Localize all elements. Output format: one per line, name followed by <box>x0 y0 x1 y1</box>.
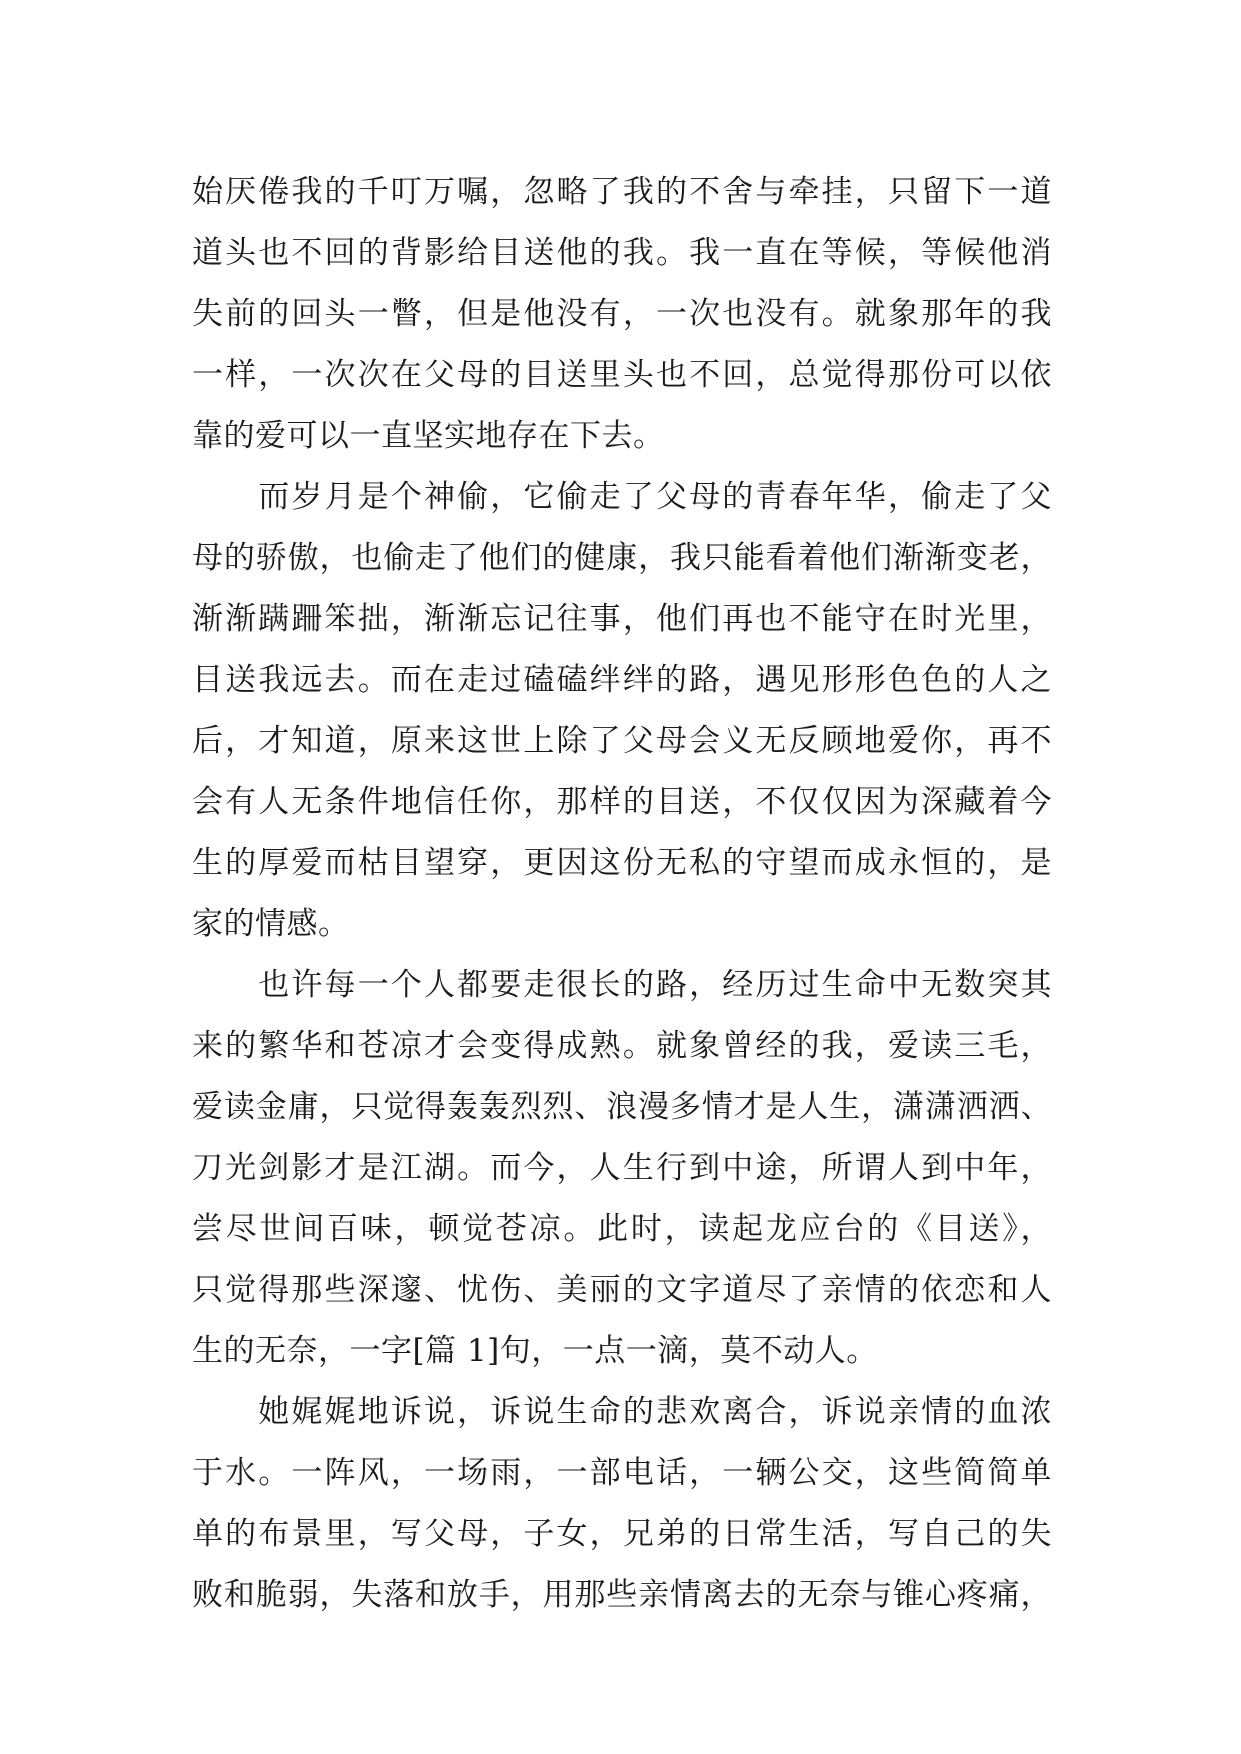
text-line: 家的情感。 <box>192 906 350 942</box>
paragraph-3 <box>192 955 1052 1382</box>
paragraph-2 <box>192 467 1052 955</box>
text-line: 母的骄傲，也偷走了他们的健康，我只能看着他们渐渐变老， <box>192 540 1052 576</box>
text-line: 单的布景里，写父母，子女，兄弟的日常生活，写自己的失 <box>192 1516 1052 1552</box>
text-line: 生的无奈，一字[篇 1]句，一点一滴，莫不动人。 <box>192 1333 878 1369</box>
text-line: 也许每一个人都要走很长的路，经历过生命中无数突其 <box>192 967 1052 1003</box>
text-line: 目送我远去。而在走过磕磕绊绊的路，遇见形形色色的人之 <box>192 662 1052 698</box>
text-line: 始厌倦我的千叮万嘱，忽略了我的不舍与牵挂，只留下一道 <box>192 174 1052 210</box>
text-line: 而岁月是个神偷，它偷走了父母的青春年华，偷走了父 <box>192 479 1052 515</box>
text-line: 尝尽世间百味，顿觉苍凉。此时，读起龙应台的《目送》， <box>192 1211 1052 1247</box>
text-line: 一样，一次次在父母的目送里头也不回，总觉得那份可以依 <box>192 357 1052 393</box>
text-line: 来的繁华和苍凉才会变得成熟。就象曾经的我，爱读三毛， <box>192 1028 1052 1064</box>
text-line: 渐渐蹒跚笨拙，渐渐忘记往事，他们再也不能守在时光里， <box>192 601 1052 637</box>
text-line: 失前的回头一瞥，但是他没有，一次也没有。就象那年的我 <box>192 296 1052 332</box>
paragraph-4 <box>192 1382 1052 1626</box>
text-line: 败和脆弱，失落和放手，用那些亲情离去的无奈与锥心疼痛， <box>192 1577 1052 1613</box>
text-line: 于水。一阵风，一场雨，一部电话，一辆公交，这些简简单 <box>192 1455 1052 1491</box>
paragraph-1 <box>192 162 1052 467</box>
text-line: 刀光剑影才是江湖。而今，人生行到中途，所谓人到中年， <box>192 1150 1052 1186</box>
text-line: 靠的爱可以一直坚实地存在下去。 <box>192 418 665 454</box>
text-line: 只觉得那些深邃、忧伤、美丽的文字道尽了亲情的依恋和人 <box>192 1272 1052 1308</box>
text-line: 后，才知道，原来这世上除了父母会义无反顾地爱你，再不 <box>192 723 1052 759</box>
text-line: 会有人无条件地信任你，那样的目送，不仅仅因为深藏着今 <box>192 784 1052 820</box>
text-line: 爱读金庸，只觉得轰轰烈烈、浪漫多情才是人生，潇潇洒洒、 <box>192 1089 1052 1125</box>
body-text <box>192 162 1052 1626</box>
text-line: 生的厚爱而枯目望穿，更因这份无私的守望而成永恒的，是 <box>192 845 1052 881</box>
text-line: 她娓娓地诉说，诉说生命的悲欢离合，诉说亲情的血浓 <box>192 1394 1052 1430</box>
text-line: 道头也不回的背影给目送他的我。我一直在等候，等候他消 <box>192 235 1052 271</box>
